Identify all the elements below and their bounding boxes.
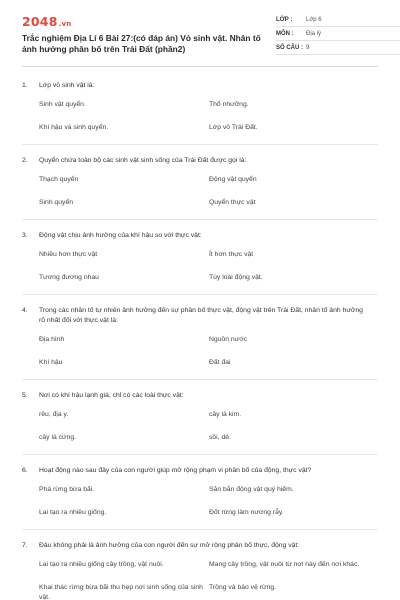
- question-item: [22, 306, 378, 368]
- question-text: Lớp vỏ sinh vật là:: [39, 82, 95, 89]
- question-text: Đâu không phải là ảnh hưởng của con người đến sự mở rộng phân bố thực, động vật:: [39, 542, 300, 549]
- question-stem: [22, 156, 378, 166]
- answer-option[interactable]: Khí hậu: [39, 359, 63, 366]
- answer-option[interactable]: Sinh quyển: [39, 199, 74, 206]
- answer-option[interactable]: Nhiều hơn thực vật: [39, 251, 98, 258]
- question-text: Quyển chứa toàn bộ các sinh vật sinh sống của Trái Đất được gọi là:: [39, 157, 247, 164]
- answer-option[interactable]: Thổ nhưỡng.: [209, 101, 249, 108]
- question-number: 4.: [22, 307, 28, 314]
- answer-options: [22, 485, 378, 518]
- question-stem: [22, 306, 378, 326]
- answer-option[interactable]: Khí hậu và sinh quyển.: [39, 124, 109, 131]
- answer-options: [22, 560, 378, 600]
- question-number: 6.: [22, 467, 28, 474]
- question-text: Trong các nhân tố tự nhiên ảnh hưởng đến sự phân bố thực vật, động vật trên Trái Đất, nhân tố ảnh hưởng rõ nhất đối với thực vật là:: [39, 307, 363, 324]
- question-divider: [22, 294, 378, 295]
- answer-option[interactable]: Lai tạo ra nhiều giống.: [39, 509, 107, 516]
- question-divider: [22, 454, 378, 455]
- question-list: [22, 81, 378, 600]
- question-divider: [22, 144, 378, 145]
- answer-option[interactable]: Lớp vỏ Trái Đất.: [209, 124, 258, 131]
- answer-option[interactable]: Đốt rừng làm nương rẫy.: [209, 509, 284, 516]
- answer-options: [22, 335, 378, 368]
- meta-key: SỐ CÂU :: [276, 44, 303, 51]
- meta-key: MÔN :: [276, 30, 294, 37]
- answer-option[interactable]: sồi, dẻ.: [209, 434, 231, 441]
- answer-option[interactable]: Đất đai: [209, 359, 231, 366]
- answer-option[interactable]: Quyển thực vật: [209, 199, 256, 206]
- answer-option[interactable]: Lai tạo ra nhiều giống cây trồng, vật nuôi.: [39, 561, 164, 568]
- answer-option[interactable]: Trồng và bảo vệ rừng.: [209, 584, 277, 591]
- question-stem: [22, 391, 378, 401]
- answer-option[interactable]: Phá rừng bừa bãi.: [39, 486, 95, 493]
- answer-option[interactable]: cây lá cứng.: [39, 434, 77, 441]
- question-item: [22, 156, 378, 208]
- question-text: Hoạt động nào sau đây của con người giúp mở rộng phạm vi phân bố của động, thực vật?: [39, 467, 312, 474]
- answer-option[interactable]: Ít hơn thực vật: [209, 251, 254, 258]
- meta-row: [276, 41, 400, 55]
- answer-option[interactable]: Khai thác rừng bừa bãi thu hẹp nơi sinh sống của sinh vật.: [39, 584, 203, 600]
- meta-key: LỚP :: [276, 16, 293, 23]
- answer-option[interactable]: Mang cây trồng, vật nuôi từ nơi này đến nơi khác.: [209, 561, 360, 568]
- meta-value: 9: [306, 44, 310, 51]
- question-text: Động vật chịu ảnh hưởng của khí hậu so với thực vật:: [39, 232, 202, 239]
- answer-option[interactable]: Địa hình: [39, 336, 65, 343]
- answer-options: [22, 175, 378, 208]
- answer-option[interactable]: Săn bắn động vật quý hiếm.: [209, 486, 294, 493]
- question-divider: [22, 219, 378, 220]
- question-stem: [22, 81, 378, 91]
- header-divider: [22, 66, 378, 67]
- answer-option[interactable]: Sinh vật quyển.: [39, 101, 86, 108]
- answer-option[interactable]: Động vật quyển: [209, 176, 257, 183]
- meta-panel: [276, 13, 400, 55]
- logo-text: 2048: [22, 14, 58, 29]
- question-item: [22, 391, 378, 443]
- answer-option[interactable]: Tùy loài động vật.: [209, 274, 263, 281]
- question-stem: [22, 231, 378, 241]
- meta-row: [276, 27, 400, 41]
- meta-value: Địa lý: [306, 30, 322, 37]
- question-divider: [22, 529, 378, 530]
- answer-options: [22, 100, 378, 133]
- answer-option[interactable]: cây lá kim.: [209, 411, 242, 418]
- question-number: 7.: [22, 542, 28, 549]
- answer-options: [22, 250, 378, 283]
- answer-options: [22, 410, 378, 443]
- answer-option[interactable]: Nguồn nước: [209, 336, 248, 343]
- question-number: 5.: [22, 392, 28, 399]
- question-stem: [22, 466, 378, 476]
- question-item: [22, 466, 378, 518]
- question-number: 1.: [22, 82, 28, 89]
- question-item: [22, 541, 378, 600]
- meta-value: Lớp 6: [306, 16, 322, 23]
- question-divider: [22, 379, 378, 380]
- header: [22, 0, 378, 62]
- page-title: Trắc nghiệm Địa Lí 6 Bài 27:(có đáp án) Vỏ sinh vật. Nhân tố ảnh hưởng phân bố trên Trái Đất (phần2): [22, 33, 261, 54]
- question-number: 3.: [22, 232, 28, 239]
- question-number: 2.: [22, 157, 28, 164]
- question-item: [22, 231, 378, 283]
- answer-option[interactable]: Tương đương nhau: [39, 274, 99, 281]
- question-item: [22, 81, 378, 133]
- logo-suffix: .vn: [58, 20, 72, 28]
- answer-option[interactable]: rêu, địa y.: [39, 411, 69, 418]
- question-text: Nơi có khí hậu lạnh giá, chỉ có các loài thực vật:: [39, 392, 184, 399]
- meta-row: [276, 13, 400, 27]
- answer-option[interactable]: Thạch quyển: [39, 176, 79, 183]
- question-stem: [22, 541, 378, 551]
